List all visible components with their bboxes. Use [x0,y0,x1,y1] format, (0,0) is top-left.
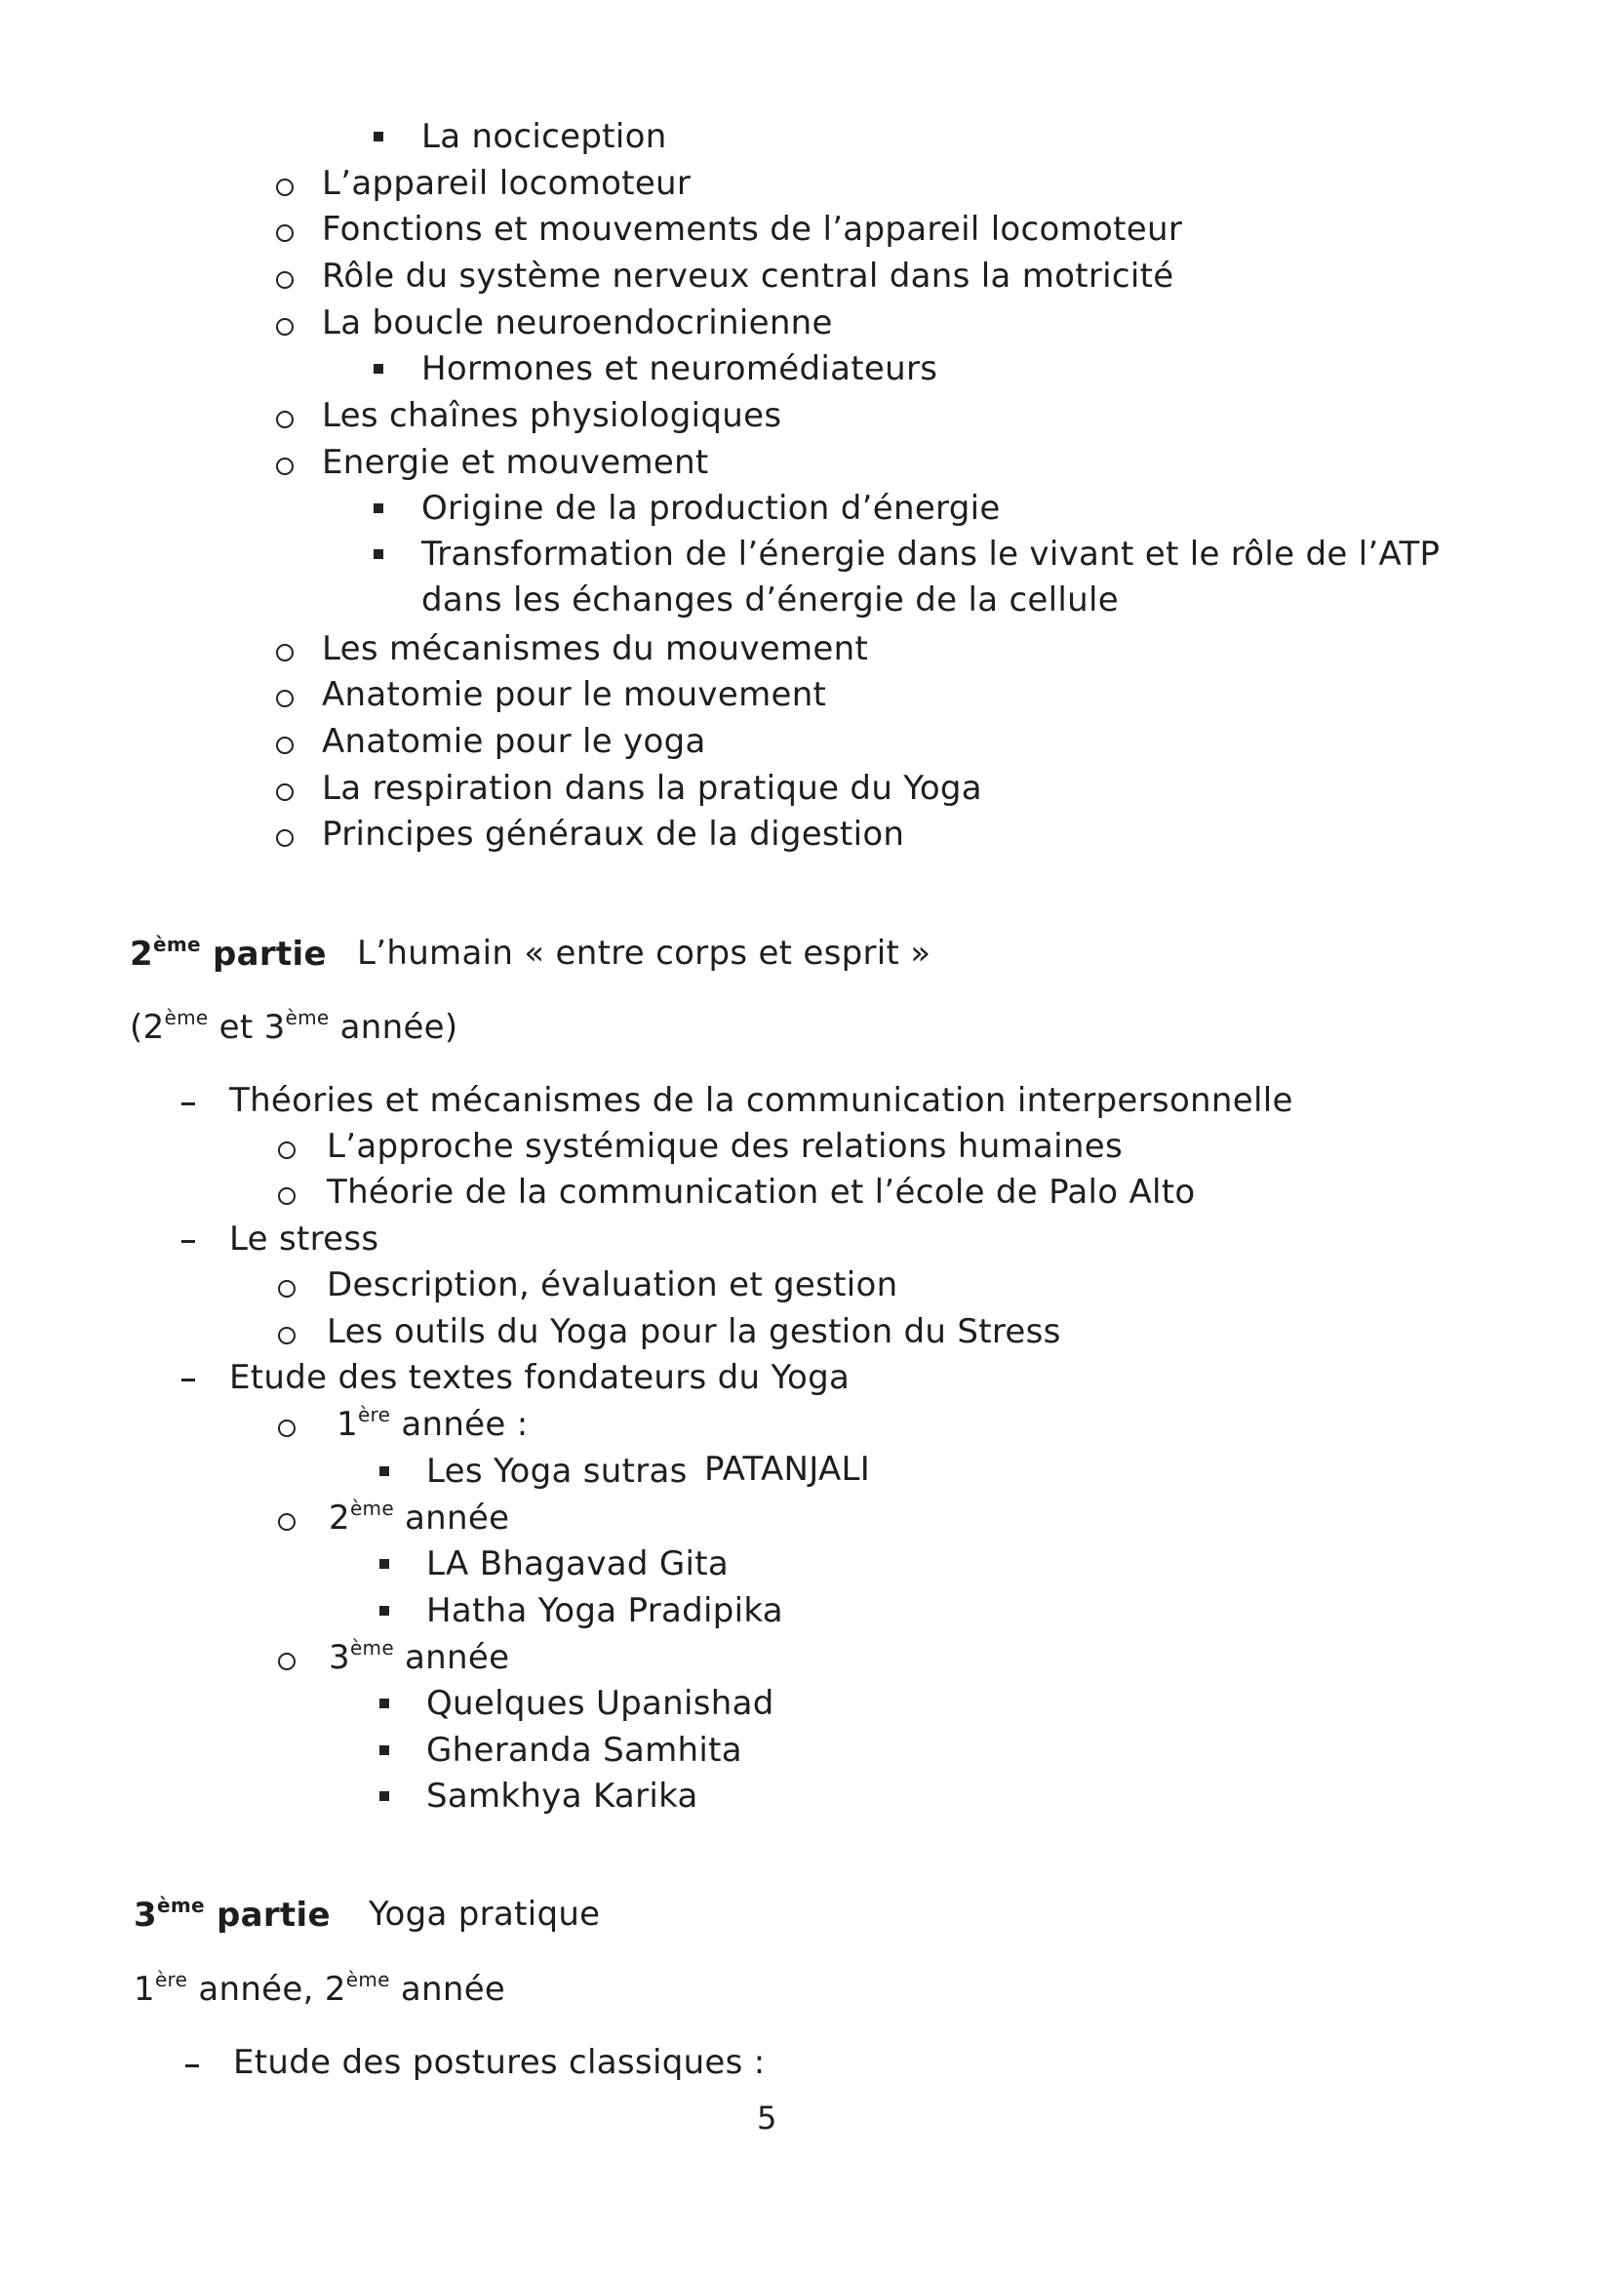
list-item: Energie et mouvement [322,443,709,482]
list-item: Etude des postures classiques : [233,2043,766,2082]
list-item: Hatha Yoga Pradipika [426,1591,783,1630]
square-bullet-icon [379,1699,389,1708]
list-item-year3: 3ème année [329,1636,510,1677]
author-name: PATANJALI [704,1450,871,1489]
circle-bullet-icon [278,1280,296,1298]
square-bullet-icon [374,364,383,374]
square-bullet-icon [374,503,383,513]
circle-bullet-icon [276,179,294,196]
list-item: Hormones et neuromédiateurs [421,349,938,388]
list-item: Fonctions et mouvements de l’appareil locomoteur [322,210,1183,249]
list-item: Gheranda Samhita [426,1731,742,1770]
circle-bullet-icon [278,1653,296,1670]
list-item: Les outils du Yoga pour la gestion du Stress [327,1312,1061,1351]
circle-bullet-icon [276,690,294,707]
list-item: Théories et mécanismes de la communication interpersonnelle [229,1081,1293,1120]
list-item: L’approche systémique des relations humaines [327,1127,1123,1166]
list-item: La boucle neuroendocrinienne [322,303,833,342]
page-number: 5 [757,2100,777,2137]
circle-bullet-icon [278,1327,296,1344]
list-item: Description, évaluation et gestion [327,1265,898,1304]
square-bullet-icon [379,1559,389,1569]
square-bullet-icon [379,1606,389,1616]
section-years-part2: (2ème et 3ème année) [130,1006,458,1047]
list-item: La respiration dans la pratique du Yoga [322,769,982,808]
circle-bullet-icon [276,458,294,475]
list-item: Théorie de la communication et l’école de Palo Alto [327,1173,1196,1212]
dash-bullet-icon [185,2064,199,2067]
circle-bullet-icon [276,829,294,847]
circle-bullet-icon [276,224,294,242]
section-heading-part3: 3ème partie [134,1894,331,1935]
section-title-part3: Yoga pratique [369,1895,601,1934]
circle-bullet-icon [276,737,294,754]
circle-bullet-icon [278,1141,296,1159]
list-item: Rôle du système nerveux central dans la motricité [322,257,1174,296]
circle-bullet-icon [276,411,294,428]
dash-bullet-icon [181,1379,195,1381]
circle-bullet-icon [278,1187,296,1205]
list-item: Quelques Upanishad [426,1684,774,1723]
list-item: Transformation de l’énergie dans le vivant et le rôle de l’ATP [421,535,1441,574]
circle-bullet-icon [276,644,294,661]
list-item: Les chaînes physiologiques [322,396,782,435]
list-item: Le stress [229,1220,379,1259]
list-item: Principes généraux de la digestion [322,815,905,854]
square-bullet-icon [374,549,383,559]
list-item-year2: 2ème année [329,1497,510,1538]
list-item: Les Yoga sutras [426,1452,688,1491]
circle-bullet-icon [278,1513,296,1531]
square-bullet-icon [379,1745,389,1755]
list-item: La nociception [421,117,667,156]
list-item-year1: 1ère année : [337,1403,529,1444]
circle-bullet-icon [276,318,294,336]
section-heading-part2: 2ème partie [130,933,327,974]
circle-bullet-icon [276,271,294,289]
list-item: Les mécanismes du mouvement [322,629,869,668]
list-item-continuation: dans les échanges d’énergie de la cellule [421,580,1119,620]
square-bullet-icon [379,1791,389,1801]
list-item: Origine de la production d’énergie [421,489,1001,528]
square-bullet-icon [379,1466,389,1476]
circle-bullet-icon [276,783,294,801]
list-item: Anatomie pour le mouvement [322,675,827,714]
list-item: Anatomie pour le yoga [322,722,706,761]
list-item: L’appareil locomoteur [322,164,692,203]
square-bullet-icon [374,132,383,141]
list-item: Samkhya Karika [426,1777,698,1816]
section-title-part2: L’humain « entre corps et esprit » [357,934,931,973]
circle-bullet-icon [278,1420,296,1437]
list-item: LA Bhagavad Gita [426,1544,730,1583]
dash-bullet-icon [181,1102,195,1105]
section-years-part3: 1ère année, 2ème année [134,1968,506,2009]
list-item: Etude des textes fondateurs du Yoga [229,1358,851,1397]
dash-bullet-icon [181,1240,195,1243]
